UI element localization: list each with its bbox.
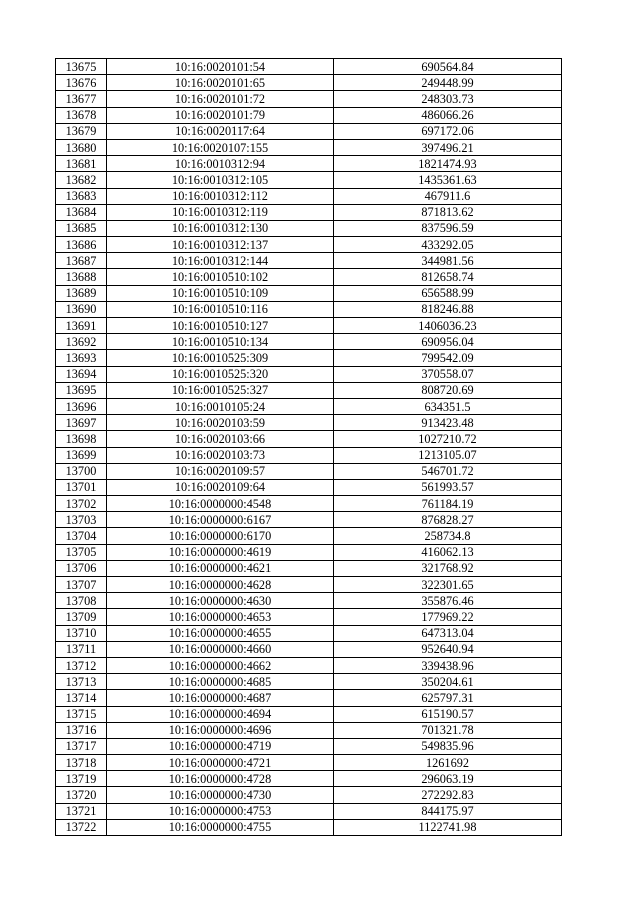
row-number-cell: 13711 [56,641,107,657]
cadastral-number-cell: 10:16:0000000:4660 [107,641,334,657]
table-row [56,253,562,269]
amount-cell: 1027210.72 [334,431,562,447]
amount-cell: 350204.61 [334,674,562,690]
row-number-cell: 13702 [56,496,107,512]
cadastral-number-cell: 10:16:0000000:4685 [107,674,334,690]
cadastral-number-cell: 10:16:0000000:4548 [107,496,334,512]
amount-cell: 818246.88 [334,301,562,317]
amount-cell: 876828.27 [334,512,562,528]
amount-cell: 844175.97 [334,803,562,819]
table-row [56,722,562,738]
table-row [56,738,562,754]
row-number-cell: 13680 [56,139,107,155]
table-row [56,560,562,576]
row-number-cell: 13718 [56,755,107,771]
cadastral-number-cell: 10:16:0000000:4721 [107,755,334,771]
row-number-cell: 13699 [56,447,107,463]
table-row [56,107,562,123]
amount-cell: 690956.04 [334,334,562,350]
row-number-cell: 13679 [56,123,107,139]
row-number-cell: 13704 [56,528,107,544]
table-row [56,496,562,512]
table-row [56,204,562,220]
table-row [56,366,562,382]
cadastral-number-cell: 10:16:0000000:4653 [107,609,334,625]
table-row [56,528,562,544]
amount-cell: 248303.73 [334,91,562,107]
row-number-cell: 13717 [56,738,107,754]
cadastral-number-cell: 10:16:0010510:102 [107,269,334,285]
table-row [56,334,562,350]
amount-cell: 1406036.23 [334,318,562,334]
amount-cell: 837596.59 [334,220,562,236]
cadastral-number-cell: 10:16:0000000:4694 [107,706,334,722]
row-number-cell: 13675 [56,59,107,75]
cadastral-number-cell: 10:16:0010312:130 [107,220,334,236]
cadastral-number-cell: 10:16:0000000:4753 [107,803,334,819]
amount-cell: 561993.57 [334,479,562,495]
table-row [56,59,562,75]
row-number-cell: 13695 [56,382,107,398]
table-row [56,609,562,625]
amount-cell: 799542.09 [334,350,562,366]
row-number-cell: 13709 [56,609,107,625]
cadastral-number-cell: 10:16:0010510:109 [107,285,334,301]
row-number-cell: 13685 [56,220,107,236]
cadastral-number-cell: 10:16:0000000:4621 [107,560,334,576]
cadastral-number-cell: 10:16:0020103:59 [107,415,334,431]
row-number-cell: 13722 [56,819,107,835]
amount-cell: 1821474.93 [334,156,562,172]
row-number-cell: 13700 [56,463,107,479]
row-number-cell: 13715 [56,706,107,722]
amount-cell: 1213105.07 [334,447,562,463]
amount-cell: 321768.92 [334,560,562,576]
cadastral-number-cell: 10:16:0000000:4755 [107,819,334,835]
table-row [56,512,562,528]
table-row [56,172,562,188]
cadastral-number-cell: 10:16:0000000:4719 [107,738,334,754]
amount-cell: 701321.78 [334,722,562,738]
cadastral-number-cell: 10:16:0010525:309 [107,350,334,366]
row-number-cell: 13697 [56,415,107,431]
row-number-cell: 13694 [56,366,107,382]
amount-cell: 416062.13 [334,544,562,560]
table-row [56,674,562,690]
table-row [56,91,562,107]
cadastral-number-cell: 10:16:0010525:320 [107,366,334,382]
amount-cell: 486066.26 [334,107,562,123]
cadastral-number-cell: 10:16:0000000:4628 [107,577,334,593]
cadastral-number-cell: 10:16:0000000:4696 [107,722,334,738]
table-row [56,625,562,641]
cadastral-number-cell: 10:16:0010312:137 [107,237,334,253]
row-number-cell: 13720 [56,787,107,803]
cadastral-number-cell: 10:16:0000000:4662 [107,657,334,673]
table-row [56,301,562,317]
cadastral-number-cell: 10:16:0010525:327 [107,382,334,398]
cadastral-number-cell: 10:16:0020101:65 [107,75,334,91]
row-number-cell: 13703 [56,512,107,528]
amount-cell: 808720.69 [334,382,562,398]
row-number-cell: 13712 [56,657,107,673]
amount-cell: 177969.22 [334,609,562,625]
cadastral-number-cell: 10:16:0010312:144 [107,253,334,269]
table-row [56,479,562,495]
table-row [56,415,562,431]
table-row [56,803,562,819]
table-row [56,75,562,91]
amount-cell: 370558.07 [334,366,562,382]
row-number-cell: 13716 [56,722,107,738]
cadastral-number-cell: 10:16:0020101:72 [107,91,334,107]
cadastral-number-cell: 10:16:0000000:4728 [107,771,334,787]
cadastral-number-cell: 10:16:0020103:66 [107,431,334,447]
row-number-cell: 13684 [56,204,107,220]
row-number-cell: 13693 [56,350,107,366]
amount-cell: 1261692 [334,755,562,771]
cadastral-number-cell: 10:16:0000000:4630 [107,593,334,609]
cadastral-number-cell: 10:16:0010312:112 [107,188,334,204]
table-row [56,819,562,835]
table-row [56,657,562,673]
table-row [56,269,562,285]
amount-cell: 656588.99 [334,285,562,301]
amount-cell: 647313.04 [334,625,562,641]
table-row [56,220,562,236]
row-number-cell: 13692 [56,334,107,350]
amount-cell: 249448.99 [334,75,562,91]
table-row [56,431,562,447]
amount-cell: 871813.62 [334,204,562,220]
cadastral-number-cell: 10:16:0000000:4730 [107,787,334,803]
document-page [55,58,558,836]
cadastral-number-cell: 10:16:0000000:4687 [107,690,334,706]
table-row [56,318,562,334]
row-number-cell: 13678 [56,107,107,123]
table-row [56,771,562,787]
row-number-cell: 13708 [56,593,107,609]
row-number-cell: 13687 [56,253,107,269]
cadastral-number-cell: 10:16:0020109:57 [107,463,334,479]
table-row [56,382,562,398]
amount-cell: 397496.21 [334,139,562,155]
row-number-cell: 13690 [56,301,107,317]
cadastral-number-cell: 10:16:0010312:105 [107,172,334,188]
amount-cell: 634351.5 [334,398,562,414]
amount-cell: 433292.05 [334,237,562,253]
row-number-cell: 13677 [56,91,107,107]
table-row [56,156,562,172]
amount-cell: 761184.19 [334,496,562,512]
table-row [56,285,562,301]
amount-cell: 1435361.63 [334,172,562,188]
cadastral-number-cell: 10:16:0000000:4619 [107,544,334,560]
row-number-cell: 13686 [56,237,107,253]
row-number-cell: 13683 [56,188,107,204]
cadastral-number-cell: 10:16:0020101:79 [107,107,334,123]
table-row [56,641,562,657]
cadastral-number-cell: 10:16:0000000:6170 [107,528,334,544]
table-row [56,447,562,463]
row-number-cell: 13714 [56,690,107,706]
table-row [56,188,562,204]
amount-cell: 355876.46 [334,593,562,609]
amount-cell: 339438.96 [334,657,562,673]
row-number-cell: 13698 [56,431,107,447]
row-number-cell: 13691 [56,318,107,334]
row-number-cell: 13682 [56,172,107,188]
row-number-cell: 13706 [56,560,107,576]
cadastral-number-cell: 10:16:0020101:54 [107,59,334,75]
row-number-cell: 13681 [56,156,107,172]
cadastral-number-cell: 10:16:0020103:73 [107,447,334,463]
table-row [56,123,562,139]
amount-cell: 625797.31 [334,690,562,706]
amount-cell: 1122741.98 [334,819,562,835]
cadastral-number-cell: 10:16:0010510:127 [107,318,334,334]
cadastral-number-cell: 10:16:0020109:64 [107,479,334,495]
row-number-cell: 13707 [56,577,107,593]
row-number-cell: 13676 [56,75,107,91]
row-number-cell: 13688 [56,269,107,285]
table-row [56,690,562,706]
amount-cell: 467911.6 [334,188,562,204]
cadastral-number-cell: 10:16:0010105:24 [107,398,334,414]
table-row [56,755,562,771]
amount-cell: 615190.57 [334,706,562,722]
table-row [56,350,562,366]
row-number-cell: 13701 [56,479,107,495]
table-row [56,463,562,479]
row-number-cell: 13696 [56,398,107,414]
cadastral-number-cell: 10:16:0010312:94 [107,156,334,172]
amount-cell: 322301.65 [334,577,562,593]
cadastral-number-cell: 10:16:0010510:116 [107,301,334,317]
amount-cell: 913423.48 [334,415,562,431]
cadastral-number-cell: 10:16:0000000:6167 [107,512,334,528]
amount-cell: 344981.56 [334,253,562,269]
amount-cell: 952640.94 [334,641,562,657]
table-row [56,706,562,722]
row-number-cell: 13710 [56,625,107,641]
table-row [56,139,562,155]
amount-cell: 812658.74 [334,269,562,285]
row-number-cell: 13719 [56,771,107,787]
table-row [56,398,562,414]
table-row [56,577,562,593]
cadastral-number-cell: 10:16:0000000:4655 [107,625,334,641]
table-row [56,787,562,803]
amount-cell: 549835.96 [334,738,562,754]
amount-cell: 258734.8 [334,528,562,544]
table-row [56,593,562,609]
row-number-cell: 13721 [56,803,107,819]
row-number-cell: 13689 [56,285,107,301]
cadastral-number-cell: 10:16:0010312:119 [107,204,334,220]
table-body [56,59,562,836]
data-table [55,58,562,836]
row-number-cell: 13705 [56,544,107,560]
amount-cell: 546701.72 [334,463,562,479]
amount-cell: 272292.83 [334,787,562,803]
amount-cell: 690564.84 [334,59,562,75]
cadastral-number-cell: 10:16:0010510:134 [107,334,334,350]
cadastral-number-cell: 10:16:0020107:155 [107,139,334,155]
cadastral-number-cell: 10:16:0020117:64 [107,123,334,139]
row-number-cell: 13713 [56,674,107,690]
amount-cell: 697172.06 [334,123,562,139]
amount-cell: 296063.19 [334,771,562,787]
table-row [56,544,562,560]
table-row [56,237,562,253]
